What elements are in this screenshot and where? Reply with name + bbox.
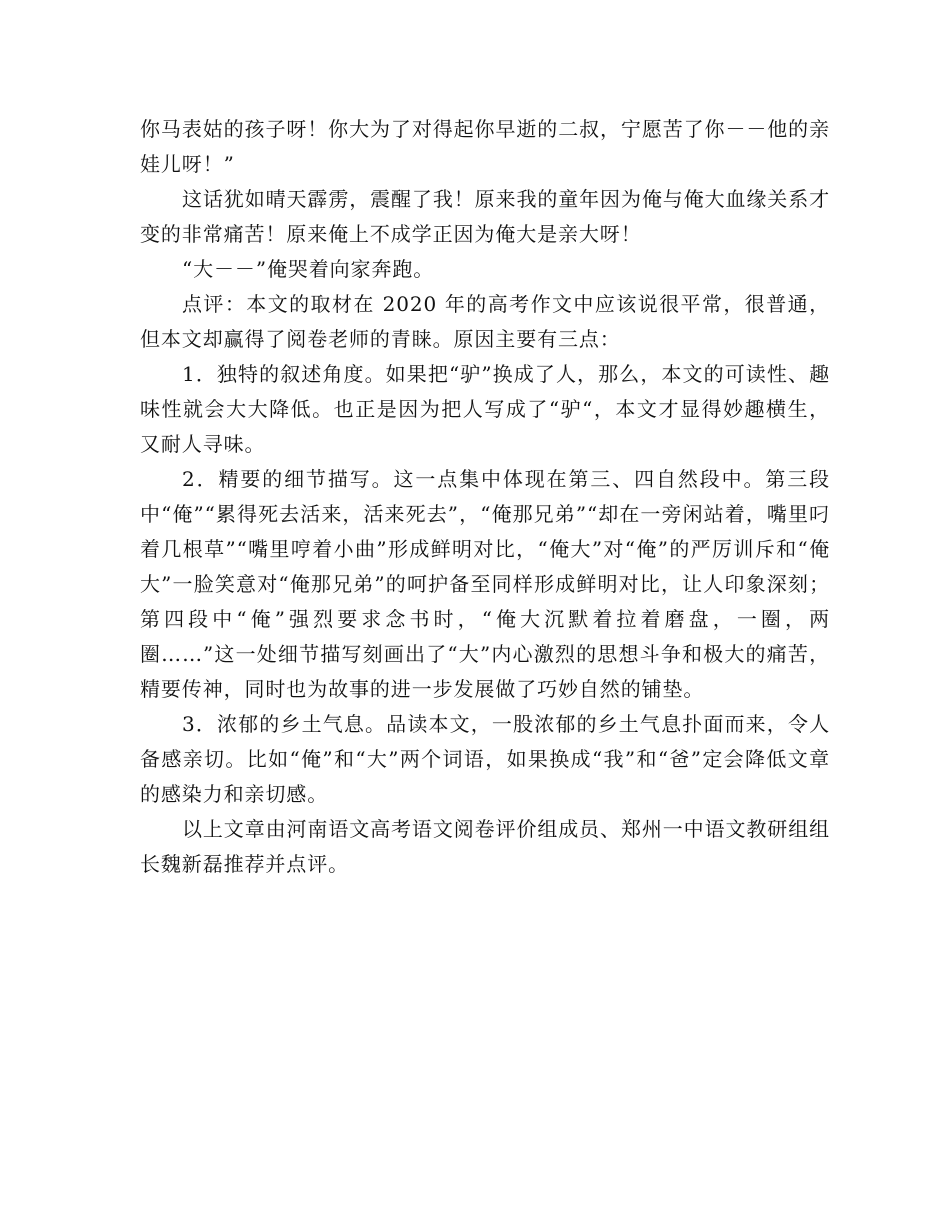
paragraph-point-2: 2．精要的细节描写。这一点集中体现在第三、四自然段中。第三段中“俺”“累得死去活来，活来死去”，“俺那兄弟”“却在一旁闲站着，嘴里叼着几根草”“嘴里哼着小曲”形成鲜明对比，“俺大”对“俺”的严厉训斥和“俺大”一脸笑意对“俺那兄弟”的呵护备至同样形成鲜明对比，让人印象深刻；第四段中“俺”强烈要求念书时，“俺大沉默着拉着磨盘，一圈，两圈……”这一处细节描写刻画出了“大”内心激烈的思想斗争和极大的痛苦，精要传神，同时也为故事的进一步发展做了巧妙自然的铺垫。 xyxy=(140,467,830,701)
paragraph-recommendation: 以上文章由河南语文高考语文阅卷评价组成员、郑州一中语文教研组组长魏新磊推荐并点评。 xyxy=(140,817,830,876)
paragraph-point-3: 3．浓郁的乡土气息。品读本文，一股浓郁的乡土气息扑面而来，令人备感亲切。比如“俺”和“大”两个词语，如果换成“我”和“爸”定会降低文章的感染力和亲切感。 xyxy=(140,712,830,806)
paragraph-crying: “大－－”俺哭着向家奔跑。 xyxy=(182,257,435,281)
paragraph-point-1: 1．独特的叙述角度。如果把“驴”换成了人，那么，本文的可读性、趣味性就会大大降低。也正是因为把人写成了“驴“，本文才显得妙趣横生，又耐人寻味。 xyxy=(140,362,830,456)
paragraph-revelation: 这话犹如晴天霹雳，震醒了我！原来我的童年因为俺与俺大血缘关系才变的非常痛苦！原来俺上不成学正因为俺大是亲大呀！ xyxy=(140,187,830,246)
document-body xyxy=(140,112,830,882)
paragraph-commentary-intro: 点评：本文的取材在 2020 年的高考作文中应该说很平常，很普通，但本文却赢得了阅卷老师的青睐。原因主要有三点： xyxy=(140,292,830,351)
paragraph-continuation: 你马表姑的孩子呀！你大为了对得起你早逝的二叔，宁愿苦了你－－他的亲娃儿呀！” xyxy=(140,117,830,176)
